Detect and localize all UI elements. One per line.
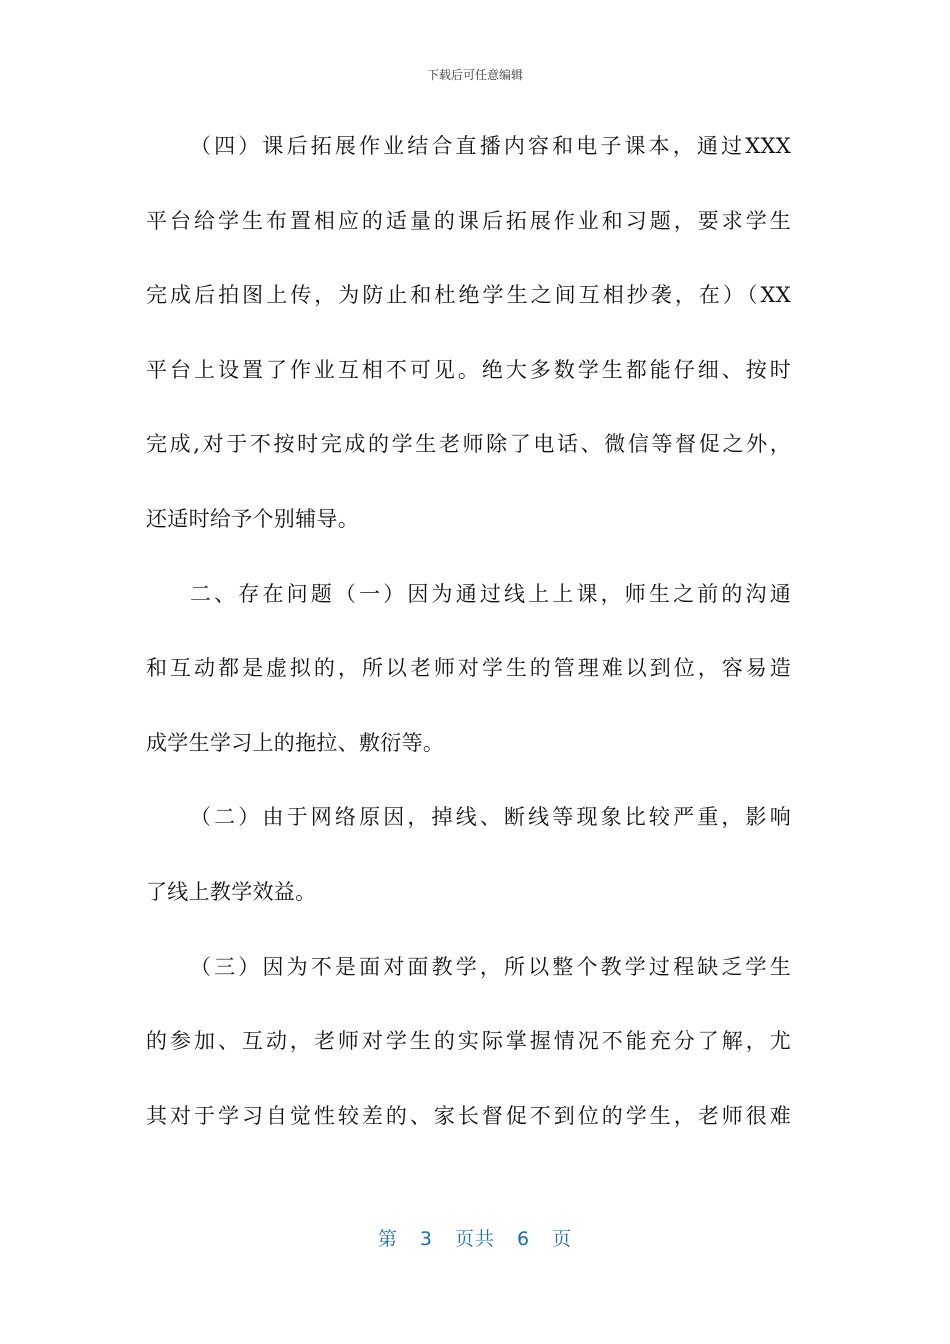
footer-suffix: 页	[552, 1228, 573, 1250]
paragraph-4-line-6: 还适时给予个别辅导。	[146, 506, 359, 531]
footer-page-number: 3	[419, 1228, 433, 1250]
footer-middle: 页共	[454, 1228, 495, 1250]
paragraph-4-line-5: 完成,对于不按时完成的学生老师除了电话、微信等督促之外，	[146, 432, 791, 457]
problem-2-line-2: 了线上教学效益。	[146, 879, 317, 904]
problem-3-line-1: （三）因为不是面对面教学，所以整个教学过程缺乏学生	[190, 954, 791, 979]
document-body	[146, 122, 791, 1166]
problem-3-line-3: 其对于学习自觉性较差的、家长督促不到位的学生，老师很难	[146, 1103, 791, 1128]
problem-3-line-2: 的参加、互动，老师对学生的实际掌握情况不能充分了解，尤	[146, 1029, 791, 1054]
problems-line-1: 二、存在问题（一）因为通过线上上课，师生之前的沟通	[190, 581, 791, 606]
page-footer	[0, 1224, 950, 1251]
page-header: 下载后可任意编辑	[426, 68, 523, 82]
problems-line-2: 和互动都是虚拟的，所以老师对学生的管理难以到位，容易造	[146, 656, 791, 681]
paragraph-4-line-3: 完成后拍图上传，为防止和杜绝学生之间互相抄袭，在）（XX	[146, 283, 791, 308]
paragraph-4-line-1: （四）课后拓展作业结合直播内容和电子课本，通过XXX	[190, 134, 791, 158]
paragraph-4-line-4: 平台上设置了作业互相不可见。绝大多数学生都能仔细、按时	[146, 357, 791, 382]
problems-line-3: 成学生学习上的拖拉、敷衍等。	[146, 730, 445, 755]
footer-prefix: 第	[377, 1228, 398, 1250]
footer-total-pages: 6	[517, 1228, 531, 1250]
problem-2-line-1: （二）由于网络原因，掉线、断线等现象比较严重，影响	[190, 805, 791, 830]
paragraph-4-line-2: 平台给学生布置相应的适量的课后拓展作业和习题，要求学生	[146, 208, 791, 233]
